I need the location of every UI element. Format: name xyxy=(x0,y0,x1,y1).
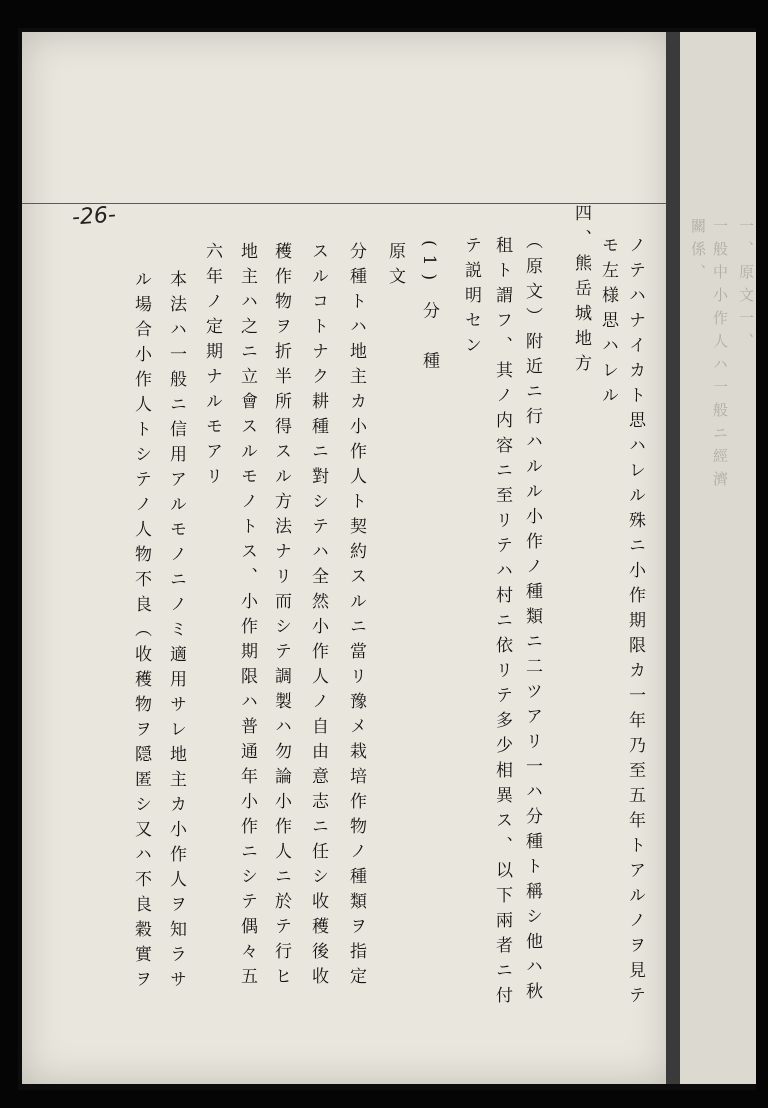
facing-page-column: 關係、 xyxy=(689,218,707,287)
text-column: 分種トハ地主カ小作人ト契約スルニ當リ豫メ栽培作物ノ種類ヲ指定 xyxy=(346,242,366,992)
text-column: 本法ハ一般ニ信用アルモノニノミ適用サレ地主カ小作人ヲ知ラサ xyxy=(166,270,186,995)
facing-page-column: 一般中小作人ハ一般ニ經濟 xyxy=(711,218,729,494)
text-column: 地主ハ之ニ立會スルモノトス、小作期限ハ普通年小作ニシテ偶々五 xyxy=(237,242,257,992)
book-spine xyxy=(666,32,680,1084)
text-column: ル場合小作人トシテノ人物不良（收穫物ヲ隠匿シ又ハ不良穀實ヲ xyxy=(131,270,151,995)
facing-page-column: 一、原文一、 xyxy=(737,218,755,356)
page-number: -26- xyxy=(71,202,117,231)
subsection-heading: (1) 分 種 xyxy=(419,240,439,377)
section-heading: 四、熊岳城地方 xyxy=(571,204,591,379)
text-column: モ左様思ハレル xyxy=(598,236,618,411)
text-column: 租ト謂フ、其ノ内容ニ至リテハ村ニ依リテ多少相異ス、以下兩者ニ付 xyxy=(492,236,512,1011)
text-column: テ説明セン xyxy=(461,236,481,361)
text-column: 六年ノ定期ナルモアリ xyxy=(202,242,222,492)
label-original-text: 原文 xyxy=(385,242,405,292)
facing-page xyxy=(680,32,756,1084)
text-column: 穫作物ヲ折半所得スル方法ナリ而シテ調製ハ勿論小作人ニ於テ行ヒ xyxy=(271,242,291,992)
text-column: （原文）附近ニ行ハルル小作ノ種類ニ二ツアリ一ハ分種ト稱シ他ハ秋 xyxy=(522,232,542,1007)
text-column: スルコトナク耕種ニ對シテハ全然小作人ノ自由意志ニ任シ收穫後收 xyxy=(308,242,328,992)
text-column: ノテハナイカト思ハレル殊ニ小作期限カ一年乃至五年トアルノヲ見テ xyxy=(625,236,645,1011)
